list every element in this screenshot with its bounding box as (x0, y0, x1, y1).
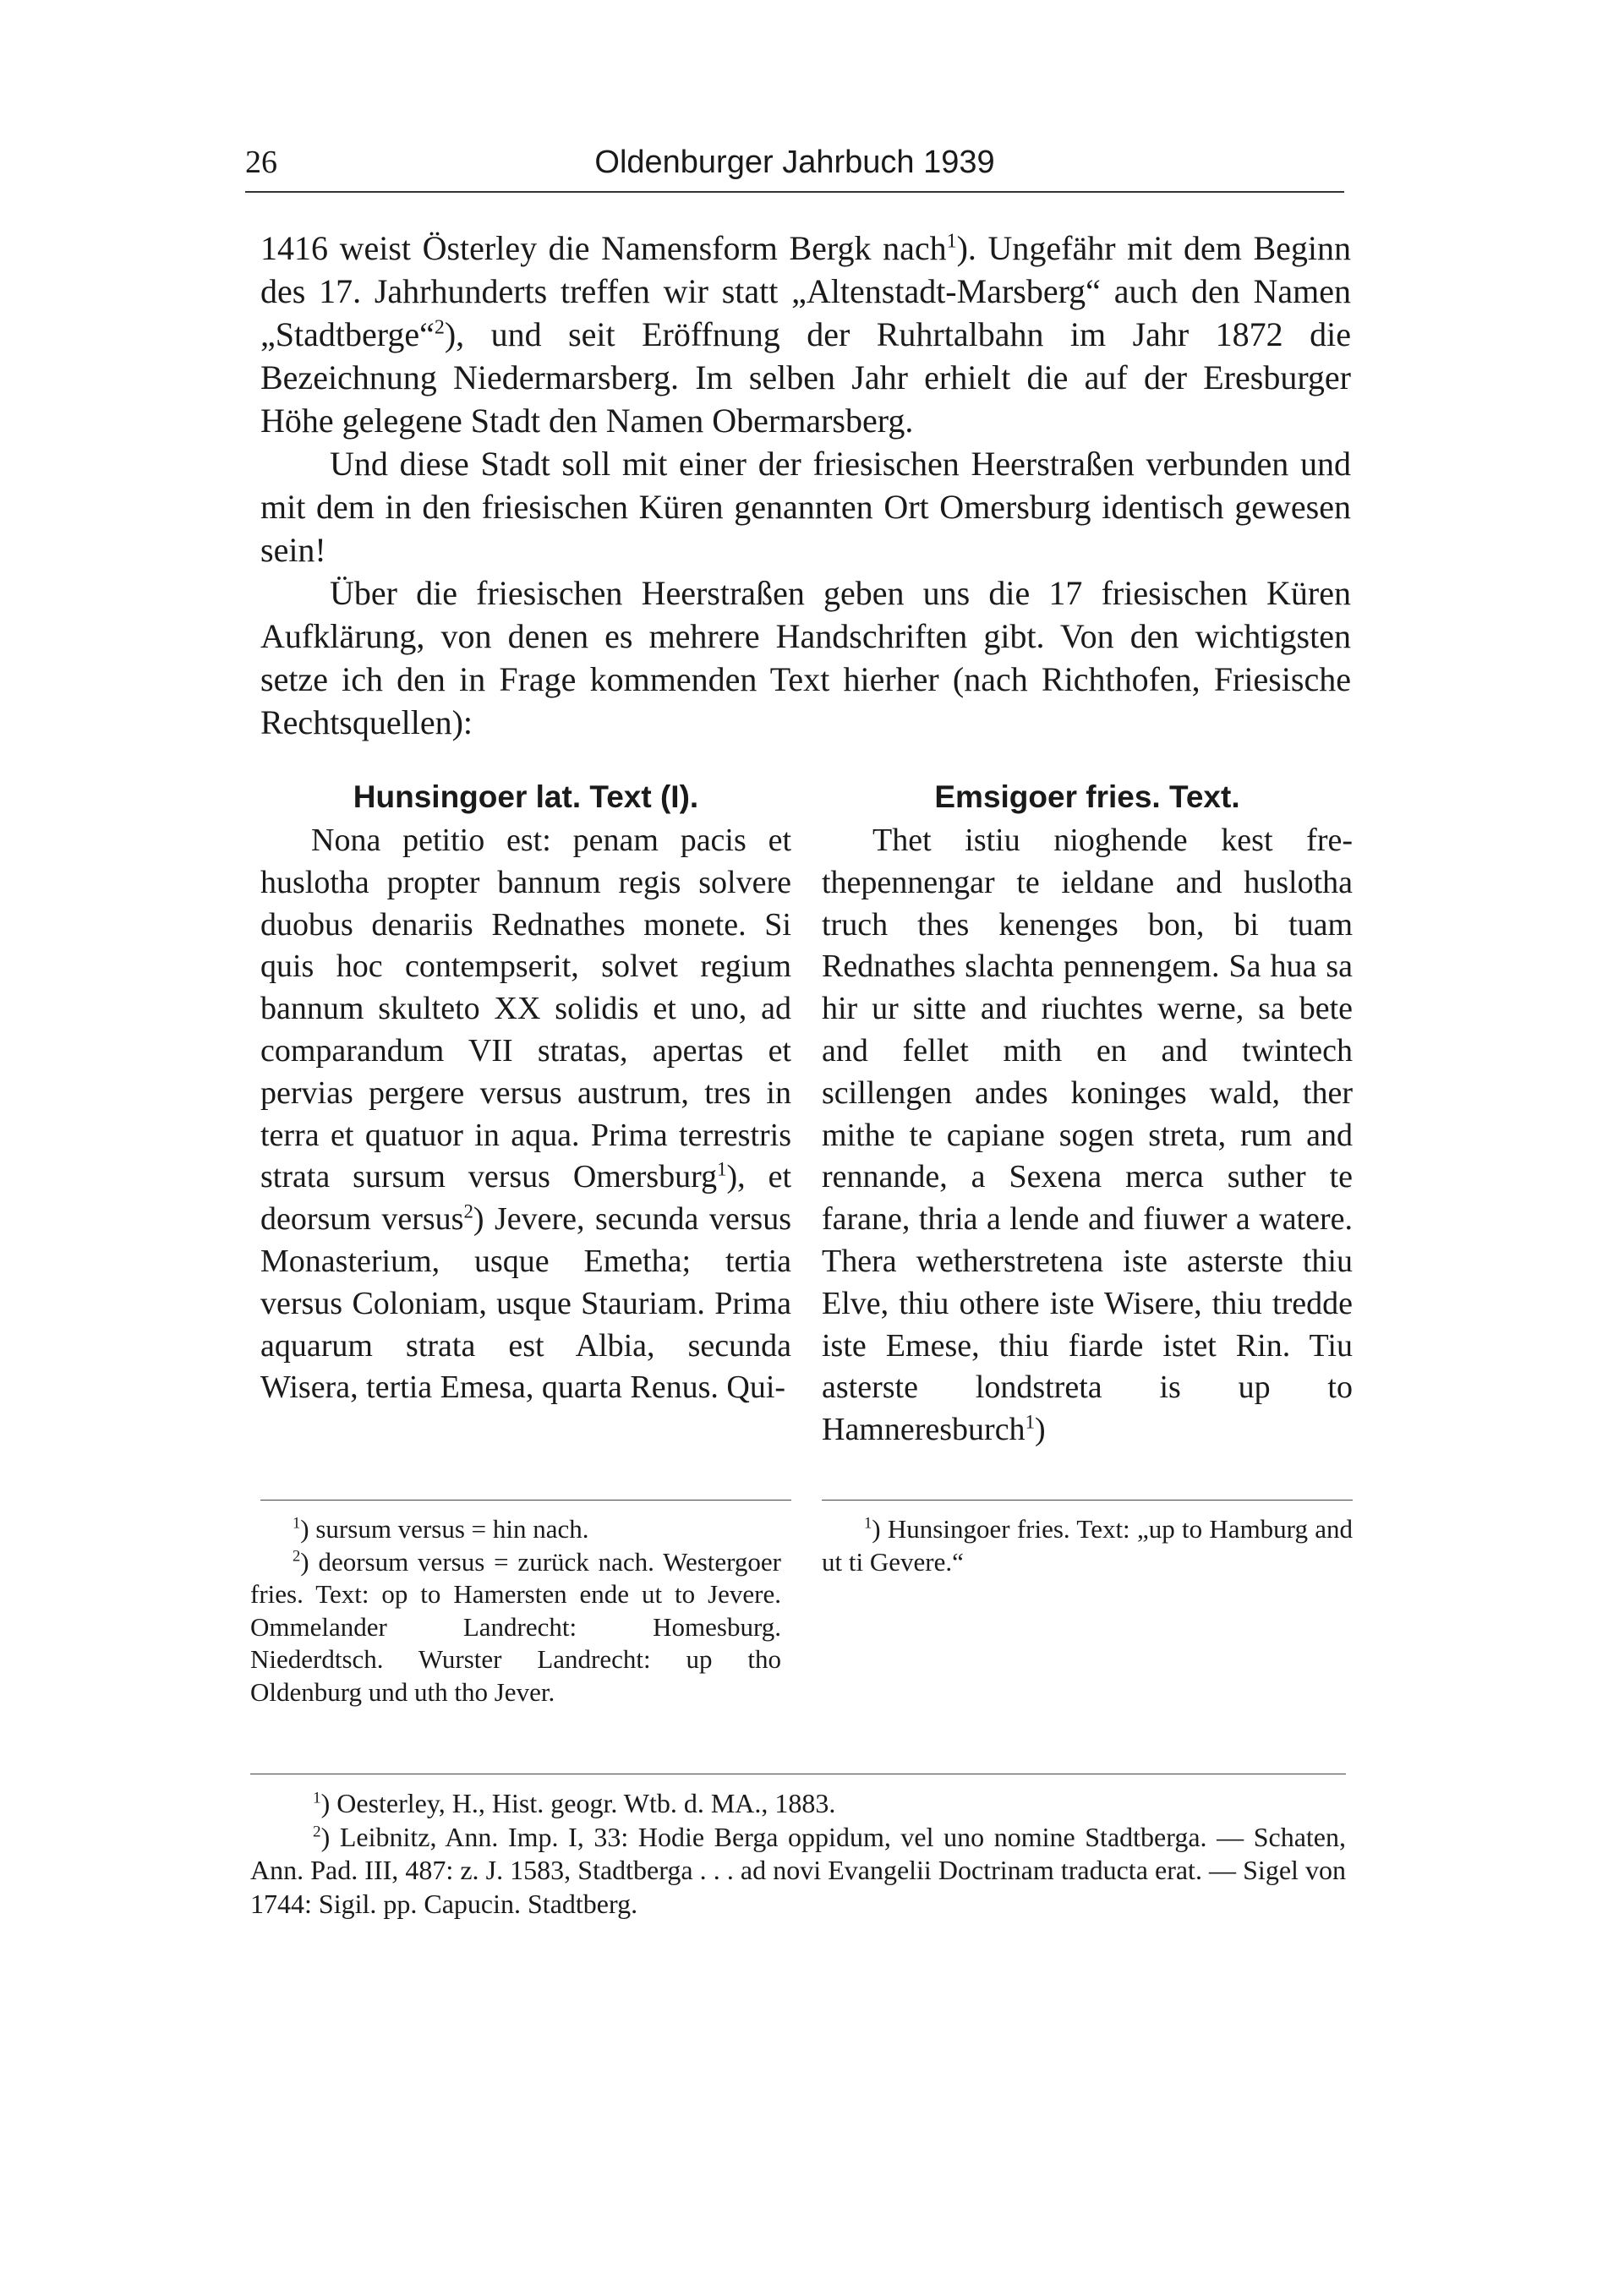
right-column-text (822, 820, 1353, 1451)
page-footnote-2-mark: 2 (313, 1822, 321, 1840)
right-column-heading: Emsigoer fries. Text. (934, 779, 1240, 814)
left-text-part-b: ), et deorsum versus (260, 1159, 791, 1238)
paragraph-1 (260, 227, 1351, 442)
left-column-text (260, 820, 791, 1409)
left-text-part-a: Nona petitio est: penam pacis et huslotha propter bannum regis solvere duobus denariis Rednathes monete. Si quis hoc contempserit, solvet regium bannum skulteto XX solidis et uno, ad comparandum VII stratas, apertas et pervias pergere versus austrum, tres in terra et quatuor in aqua. Prima terrestris strata sursum versus Omersburg (260, 823, 791, 1195)
left-footnote-rule (260, 1500, 791, 1501)
right-column-footnotes (822, 1513, 1353, 1578)
right-footnote-1 (822, 1513, 1353, 1578)
right-footnote-rule (822, 1500, 1353, 1501)
left-footnote-2-text: ) deorsum versus = zurück nach. Westergoer fries. Text: op to Hamersten ende ut to Jevere. Ommelander Landrecht: Homesburg. Niederdtsch. Wurster Landrecht: up tho Oldenburg und uth tho Jever. (250, 1546, 781, 1707)
paragraph-1-part-b: ). Ungefähr mit dem Beginn des 17. Jahrhunderts treffen wir statt „Altenstadt-Marsberg“ auch den Namen „Stadtberge“ (260, 229, 1351, 353)
left-footnote-1 (250, 1513, 781, 1546)
right-footnote-1-text: ) Hunsingoer fries. Text: „up to Hamburg and ut ti Gevere.“ (822, 1514, 1353, 1577)
page-footnote-1-mark: 1 (313, 1789, 321, 1807)
left-footnote-ref-1: 1 (717, 1158, 727, 1180)
left-footnote-2 (250, 1546, 781, 1709)
left-footnote-1-mark: 1 (293, 1514, 301, 1533)
left-footnote-ref-2: 2 (463, 1200, 473, 1222)
paragraph-1-part-a: 1416 weist Österley die Namensform Bergk nach (260, 229, 947, 267)
page-footnote-2 (250, 1821, 1346, 1922)
running-title: Oldenburger Jahrbuch 1939 (594, 145, 995, 180)
right-footnote-1-mark: 1 (864, 1514, 872, 1533)
paragraph-2: Und diese Stadt soll mit einer der friesischen Heerstraßen verbunden und mit dem in den friesischen Küren genannten Ort Omersburg identisch gewesen sein! (260, 445, 1351, 569)
right-column-frisian-text (822, 776, 1353, 1451)
right-text-part-b: ) (1034, 1412, 1046, 1448)
left-column-footnotes (250, 1513, 781, 1708)
left-column-heading: Hunsingoer lat. Text (I). (353, 779, 699, 814)
paragraph-1-part-c: ), und seit Eröffnung der Ruhrtalbahn im Jahr 1872 die Bezeichnung Niedermarsberg. Im selben Jahr erhielt die auf der Eresburger Höhe gelegene Stadt den Namen Obermarsberg. (260, 315, 1351, 440)
paragraph-3: Über die friesischen Heerstraßen geben uns die 17 friesischen Küren Aufklärung, von denen es mehrere Handschriften gibt. Von den wichtigsten setze ich den in Frage kommenden Text hierher (nach Richthofen, Friesische Rechtsquellen): (260, 574, 1351, 741)
page-footnote-1 (250, 1787, 1346, 1821)
right-footnote-ref-1: 1 (1025, 1411, 1035, 1433)
page-number: 26 (245, 145, 277, 180)
page-footnote-1-text: ) Oesterley, H., Hist. geogr. Wtb. d. MA., 1883. (320, 1788, 836, 1818)
running-head (245, 142, 1344, 193)
footnote-ref-2: 2 (434, 316, 445, 339)
left-text-part-c: ) Jevere, secunda versus Monasterium, usque Emetha; tertia versus Coloniam, usque Stauriam. Prima aquarum strata est Albia, secunda Wisera, tertia Emesa, quarta Renus. Qui- (260, 1201, 791, 1406)
left-footnote-1-text: ) sursum versus = hin nach. (300, 1514, 589, 1544)
left-footnote-2-mark: 2 (293, 1547, 301, 1566)
right-text-part-a: Thet istiu nioghende kest frethepennengar te ieldane and huslotha truch thes kenenges bon, bi tuam Rednathes slachta pennengem. Sa hua sa hir ur sitte and riuchtes werne, sa bete and fellet mith en and twintech scillengen andes koninges wald, ther mithe te capiane sogen streta, rum and rennande, a Sexena merca suther te farane, thria a lende and fiuwer a watere. Thera wetherstretena iste asterste thiu Elve, thiu othere iste Wisere, thiu tredde iste Emese, thiu fiarde istet Rin. Tiu asterste londstreta is up to Hamneresburch (822, 823, 1353, 1448)
header-rule (245, 191, 1344, 193)
page-footnote-2-text: ) Leibnitz, Ann. Imp. I, 33: Hodie Berga oppidum, vel uno nomine Stadtberga. — Schaten, Ann. Pad. III, 487: z. J. 1583, Stadtberga . . . ad novi Evangelii Doctrinam traducta erat. — Sigel von 1744: Sigil. pp. Capucin. Stadtberg. (250, 1821, 1346, 1919)
main-text (260, 227, 1351, 744)
page-footnotes (250, 1787, 1346, 1921)
left-column-latin-text (260, 776, 791, 1409)
footnote-ref-1: 1 (946, 230, 957, 253)
